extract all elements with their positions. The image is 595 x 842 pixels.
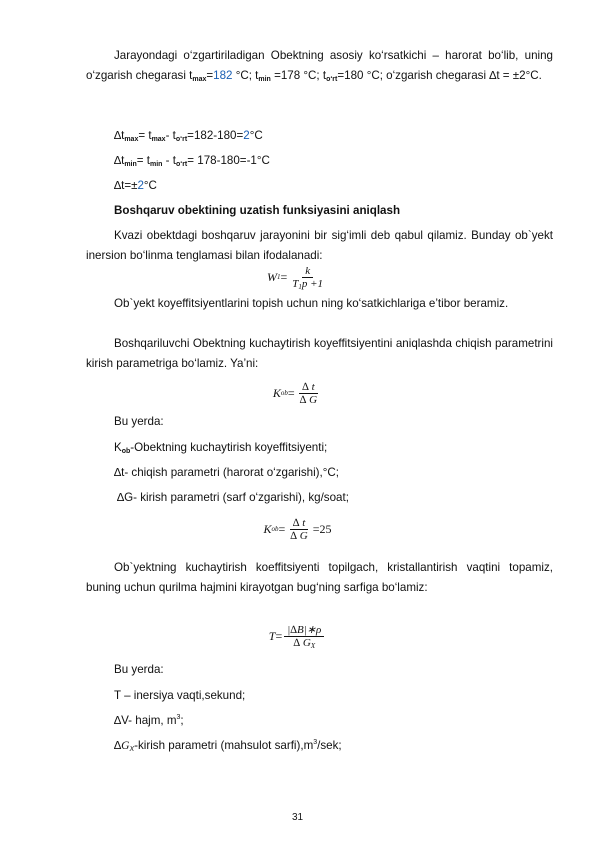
gain-fraction: $\frac{\Delta t}{\Delta G}$ [299,380,318,406]
where-label-2: Bu yerda: [114,663,164,676]
gain-paragraph: Boshqariluvchi Obektning kuchaytirish koyeffitsiyentini aniqlashda chiqish parametrini kirish parametriga bo‘lamiz. Ya’ni: [86,337,553,370]
kvazi-paragraph: Kvazi obektdagi boshqaruv jarayonini bir sig‘imli deb qabul qilamiz. Bunday ob`yekt inersion bo‘linma tenglamasi bilan ifodalanadi: [86,229,553,262]
gain-formula: K ob = $\frac{\Delta t}{\Delta G}$ [0,378,595,408]
delta-tmax-line: $\Delta t_{max}= t_{max}-$ $t_{o‘rt}=182-180=2^\circ C$ [114,129,263,143]
delta-tmin-line: $\Delta t_{min}= t_{min} - t_{o‘rt}= 178-180=-1^\circ C$ [114,154,270,168]
definition-T: T – inersiya vaqti,sekund; [114,689,246,702]
transfer-function-formula: W 1 = $\frac{k}{T_1p +1}$ [0,262,595,292]
where-label-1: Bu yerda: [114,415,164,428]
transfer-function-fraction: $\frac{k}{T_1p +1}$ [292,264,324,291]
definition-volume: ∆V- hajm, $m^3$; [114,714,184,727]
coefficients-paragraph: Ob`yekt koyeffitsiyentlarini topish uchun ning ko‘satkichlariga e’tibor beramiz. [114,297,509,310]
definition-kob: $K_{ob}$-Obektning kuchaytirish koyeffitsiyenti; [114,441,328,455]
gain-value-formula: K ob = $\frac{\Delta t}{\Delta G}$ =25 [263,516,332,542]
time-constant-paragraph: Ob`yektning kuchaytirish koeffitsiyenti topilgach, kristallantirish vaqtini topamiz, buning uchun qurilma hajmini kirayotgan bug‘ning sarfiga bo‘lamiz: [86,561,553,594]
definition-delta-t: ∆t- chiqish parametri (harorat o‘zgarishi),°C; [114,466,339,479]
time-constant-formula: T = $\frac{|\Delta B|∗\rho}{\Delta G_X}$ [0,620,595,652]
definition-gx: $\Delta G_X$-kirish parametri (mahsulot $sarfi),m^3$/sek; [114,739,342,753]
definition-delta-g: ∆G- kirish parametri (sarf o‘zgarishi), kg/soat; [117,491,349,504]
delta-t-line: ∆t=±2°C [114,179,157,192]
gain-value-fraction: $\frac{\Delta t}{\Delta G}$ [290,516,308,542]
time-constant-fraction: $\frac{|\Delta B|∗\rho}{\Delta G_X}$ [284,624,324,649]
section-heading: Boshqaruv obektining uzatish funksiyasini aniqlash [114,204,401,217]
intro-paragraph: Jarayondagi o‘zgartiriladigan Obektning asosiy ko‘rsatkichi – harorat bo‘lib, uning o‘zgarish chegarasi $t_{max}=182$ °C; $t_{min} =178$ °C; $t_{o‘rt}=180$ °C; o‘zgarish chegarasi ∆t = ±2°C. [86,49,553,83]
page-number: 31 [291,812,304,823]
